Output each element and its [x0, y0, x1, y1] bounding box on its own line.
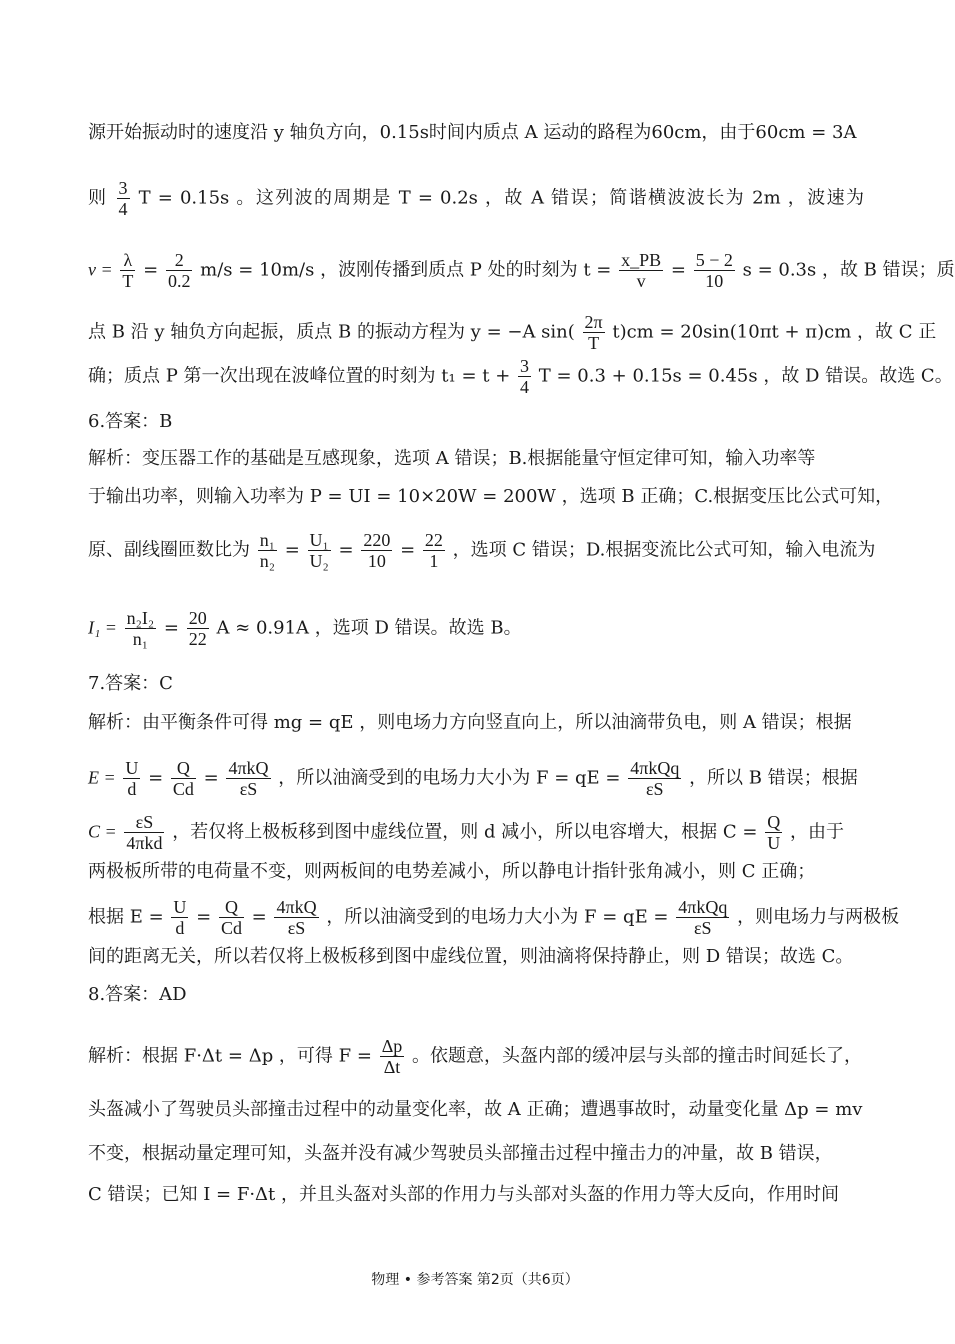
- text-line: E = $\frac{U}{d}$ = $\frac{Q}{Cd}$ = $\frac{\text{4πkQ}}{\varepsilon S}$ ，所以油滴受到的电场力大小为 F = qE = $\frac{\text{4πkQq}}{\varepsilon S}$ ，所以 B 错误；根据: [88, 758, 858, 799]
- text-line: C = $\frac{\varepsilon S}{\text{4πkd}}$ ，若仅将上极板移到图中虚线位置，则 d 减小，所以电容增大，根据 C = $\frac{Q}{U}$ ，由于: [88, 812, 844, 853]
- fraction: $\frac{Q}{U}$: [767, 812, 781, 853]
- fraction: $\frac{3}{4}$: [118, 178, 128, 219]
- fraction: $\frac{\text{4πkQq}}{\varepsilon S}$: [630, 758, 680, 799]
- text-line: 不变，根据动量定理可知，头盔并没有减少驾驶员头部撞击过程中撞击力的冲量，故 B 错误，: [88, 1143, 833, 1164]
- fraction: $\frac{\text{4πkQq}}{\varepsilon S}$: [678, 897, 728, 938]
- text-line: 原、副线圈匝数比为 $\frac{\text{n₁}}{\text{n₂}}$ = $\frac{\text{U₁}}{\text{U₂}}$ = $\frac{220}{10}$ = $\frac{22}{1}$ ，选项 C 错误；D.根据变流比公式可知，输入电流为: [88, 530, 876, 571]
- text-line: 间的距离无关，所以若仅将上极板移到图中虚线位置，则油滴将保持静止，则 D 错误；故选 C。: [88, 946, 854, 967]
- text-line: 点 B 沿 y 轴负方向起振，质点 B 的振动方程为 y = −A sin( $\frac{2\pi}{T}$ t)cm = 20sin(10πt + π)cm ，故 C 正: [88, 312, 937, 353]
- fraction: $\frac{\text{U₁}}{\text{U₂}}$: [309, 530, 329, 571]
- fraction: $\frac{\lambda}{T}$: [122, 250, 134, 291]
- text-line: 解析：根据 F·Δt = Δp ，可得 F = $\frac{\Delta p}{\Delta t}$ 。依题意，头盔内部的缓冲层与头部的撞击时间延长了，: [88, 1036, 862, 1077]
- fraction: $\frac{\text{n₂I₂}}{\text{n₁}}$: [126, 608, 155, 649]
- text-line: 解析：由平衡条件可得 mg = qE ，则电场力方向竖直向上，所以油滴带负电，则 A 错误；根据: [88, 712, 852, 733]
- fraction: $\frac{x\_PB}{v}$: [621, 250, 662, 291]
- text-line: C 错误；已知 I = F·Δt ，并且头盔对头部的作用力与头部对头盔的作用力等大反向，作用时间: [88, 1184, 840, 1205]
- fraction: $\frac{20}{22}$: [188, 608, 207, 649]
- fraction: $\frac{\varepsilon S}{\text{4πkd}}$: [126, 812, 163, 853]
- fraction: $\frac{3}{4}$: [520, 356, 530, 397]
- answer-heading-7: 7.答案：C: [88, 673, 173, 694]
- fraction: $\frac{U}{d}$: [173, 897, 187, 938]
- fraction: $\frac{Q}{Cd}$: [172, 758, 194, 799]
- fraction: $\frac{5 - 2}{10}$: [695, 250, 733, 291]
- fraction: $\frac{2\pi}{T}$: [584, 312, 603, 353]
- text-line: 两极板所带的电荷量不变，则两板间的电势差减小，所以静电计指针张角减小，则 C 正确；: [88, 861, 816, 882]
- text-line: 确；质点 P 第一次出现在波峰位置的时刻为 t₁ = t + $\frac{3}{4}$ T = 0.3 + 0.15s = 0.45s ，故 D 错误。故选 C。: [88, 356, 953, 397]
- text-line: 源开始振动时的速度沿 y 轴负方向，0.15s时间内质点 A 运动的路程为60cm，由于60cm = 3A: [88, 122, 857, 143]
- answer-heading-8: 8.答案：AD: [88, 984, 187, 1005]
- fraction: $\frac{\text{n₁}}{\text{n₂}}$: [259, 530, 276, 571]
- text-line: v = $\frac{\lambda}{T}$ = $\frac{2}{0.2}$ m/s = 10m/s ，波刚传播到质点 P 处的时刻为 t = $\frac{x\_PB}{v}$ = $\frac{5 - 2}{10}$ s = 0.3s ，故 B 错误；质: [88, 250, 955, 291]
- text-line: 根据 E = $\frac{U}{d}$ = $\frac{Q}{Cd}$ = $\frac{\text{4πkQ}}{\varepsilon S}$ ，所以油滴受到的电场力大小为 F = qE = $\frac{\text{4πkQq}}{\varepsilon S}$ ，则电场力与两极板: [88, 897, 900, 938]
- text-line: 于输出功率，则输入功率为 P = UI = 10×20W = 200W ，选项 B 正确；C.根据变压比公式可知，: [88, 486, 894, 507]
- fraction: $\frac{\text{4πkQ}}{\varepsilon S}$: [276, 897, 317, 938]
- fraction: $\frac{U}{d}$: [125, 758, 139, 799]
- fraction: $\frac{220}{10}$: [363, 530, 391, 571]
- page-footer: 物理 • 参考答案 第2页（共6页）: [371, 1272, 579, 1288]
- text-line: I₁ = $\frac{\text{n₂I₂}}{\text{n₁}}$ = $\frac{20}{22}$ A ≈ 0.91A ，选项 D 错误。故选 B。: [88, 608, 522, 649]
- fraction: $\frac{2}{0.2}$: [167, 250, 191, 291]
- answer-heading-6: 6.答案：B: [88, 411, 173, 432]
- fraction: $\frac{Q}{Cd}$: [220, 897, 242, 938]
- text-line: 解析：变压器工作的基础是互感现象，选项 A 错误；B.根据能量守恒定律可知，输入功率等: [88, 448, 816, 469]
- fraction: $\frac{\text{4πkQ}}{\varepsilon S}$: [228, 758, 269, 799]
- fraction: $\frac{\Delta p}{\Delta t}$: [381, 1036, 403, 1077]
- text-line: 头盔减小了驾驶员头部撞击过程中的动量变化率，故 A 正确；遭遇事故时，动量变化量 Δp = mv: [88, 1099, 863, 1120]
- text-line: 则 $\frac{3}{4}$ T = 0.15s 。这列波的周期是 T = 0.2s ，故 A 错误；简谐横波波长为 2m ，波速为: [88, 178, 864, 219]
- fraction: $\frac{22}{1}$: [424, 530, 443, 571]
